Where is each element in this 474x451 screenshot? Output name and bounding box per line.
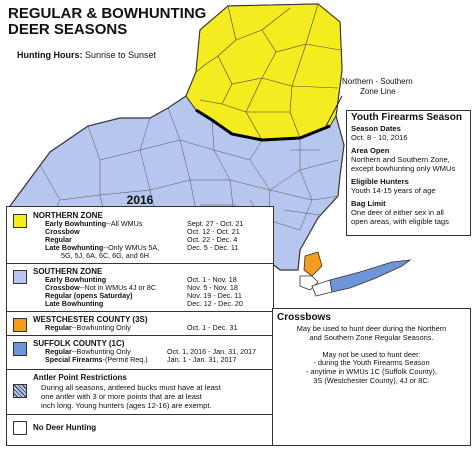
northern-zone-heading: NORTHERN ZONE	[33, 211, 103, 220]
suffolk-row-2: Special Firearms-(Permit Req.)	[45, 355, 148, 364]
crossbows-box	[272, 308, 471, 446]
legend-divider	[7, 263, 273, 264]
crossbows-p2-line-4: 3S (Westchester County), 4J or 8C.	[313, 375, 430, 385]
antler-line-3: inch long. Young hunters (ages 12-16) are exempt.	[41, 401, 212, 410]
crossbows-p1-line-2: and Southern Zone Regular Seasons.	[309, 332, 434, 342]
no-deer-label: No Deer Hunting	[33, 423, 97, 432]
youth-eligible-label: Eligible Hunters	[351, 177, 409, 186]
westchester-dates-1: Oct. 1 - Dec. 31	[187, 323, 238, 332]
northern-late-note: 5G, 5J, 6A, 6C, 6G, and 6H	[61, 251, 149, 260]
westchester-county-area	[304, 252, 322, 276]
legend-divider	[7, 414, 273, 415]
northern-row-2: Crossbow	[45, 227, 80, 236]
legend-divider	[7, 335, 273, 336]
zone-line-label-1: Northern - Southern	[342, 77, 413, 86]
legend-year: 2016	[126, 193, 154, 207]
southern-row-3: Regular (opens Saturday)	[45, 291, 133, 300]
antler-heading: Antler Point Restrictions	[33, 373, 127, 382]
antler-line-1: During all seasons, antlered bucks must have at least	[41, 383, 221, 392]
zone-line-label-2: Zone Line	[360, 87, 396, 96]
legend-divider	[7, 369, 273, 370]
season-legend	[6, 193, 274, 446]
crossbows-title: Crossbows	[277, 312, 331, 323]
hunting-hours-label: Hunting Hours:	[17, 50, 83, 60]
map-title	[8, 6, 208, 38]
suffolk-dates-1: Oct. 1, 2016 - Jan. 31, 2017	[167, 347, 257, 356]
southern-zone-swatch	[13, 270, 27, 284]
southern-dates-3: Nov. 19 - Dec. 11	[187, 291, 242, 300]
youth-area-label: Area Open	[351, 146, 390, 155]
crossbows-p2-line-3: - anytime in WMUs 1C (Suffolk County),	[306, 367, 437, 377]
southern-row-4: Late Bowhunting	[45, 299, 104, 308]
northern-dates-3: Oct. 22 - Dec. 4	[187, 235, 238, 244]
suffolk-county-area	[330, 260, 410, 292]
youth-season-box	[346, 110, 471, 236]
northern-dates-1: Sept. 27 - Oct. 21	[187, 219, 244, 228]
southern-dates-1: Oct. 1 - Nov. 18	[187, 275, 237, 284]
suffolk-dates-2: Jan. 1 - Jan. 31, 2017	[167, 355, 237, 364]
youth-eligible-value: Youth 14-15 years of age	[351, 186, 436, 195]
no-hunting-swatch	[13, 421, 27, 435]
map-title-line1: REGULAR & BOWHUNTING	[8, 5, 207, 22]
youth-dates-label: Season Dates	[351, 124, 401, 133]
hunting-hours-value: Sunrise to Sunset	[85, 50, 157, 60]
southern-zone-heading: SOUTHERN ZONE	[33, 267, 103, 276]
northern-zone-swatch	[13, 214, 27, 228]
youth-area-line-1: Northern and Southern Zone,	[351, 155, 450, 164]
southern-dates-2: Nov. 5 - Nov. 18	[187, 283, 238, 292]
northern-row-4: Late Bowhunting--Only WMUs 5A,	[45, 243, 160, 252]
hunting-hours	[17, 50, 156, 60]
suffolk-row-1: Regular--Bowhunting Only	[45, 347, 131, 356]
crossbows-p2-line-2: - during the Youth Firearms Season	[313, 358, 430, 368]
legend-divider	[7, 311, 273, 312]
southern-dates-4: Dec. 12 - Dec. 20	[187, 299, 243, 308]
crossbows-p2-line-1: May not be used to hunt deer:	[322, 349, 421, 359]
southern-row-1: Early Bowhunting	[45, 275, 107, 284]
northern-dates-4: Dec. 5 - Dec. 11	[187, 243, 239, 252]
youth-bag-line-2: open areas, with eligible tags	[351, 217, 449, 226]
northern-dates-2: Oct. 12 - Oct. 21	[187, 227, 240, 236]
suffolk-swatch	[13, 342, 27, 356]
youth-dates-value: Oct. 8 - 10, 2016	[351, 133, 408, 142]
antler-restriction-swatch	[13, 384, 27, 398]
southern-row-2: Crossbow--Not in WMUs 4J or 8C	[45, 283, 157, 292]
westchester-row-1: Regular--Bowhunting Only	[45, 323, 131, 332]
suffolk-heading: SUFFOLK COUNTY (1C)	[33, 339, 125, 348]
youth-bag-line-1: One deer of either sex in all	[351, 208, 444, 217]
westchester-heading: WESTCHESTER COUNTY (3S)	[33, 315, 148, 324]
antler-line-2: one antler with 3 or more points that are at least	[41, 392, 202, 401]
crossbows-p1-line-1: May be used to hunt deer during the Northern	[296, 324, 447, 333]
northern-row-3: Regular	[45, 235, 72, 244]
youth-bag-label: Bag Limit	[351, 199, 386, 208]
northern-row-1: Early Bowhunting--All WMUs	[45, 219, 143, 228]
youth-title: Youth Firearms Season	[351, 112, 462, 123]
map-title-line2: DEER SEASONS	[8, 21, 128, 38]
westchester-swatch	[13, 318, 27, 332]
youth-area-line-2: except bowhunting only WMUs	[351, 164, 456, 173]
